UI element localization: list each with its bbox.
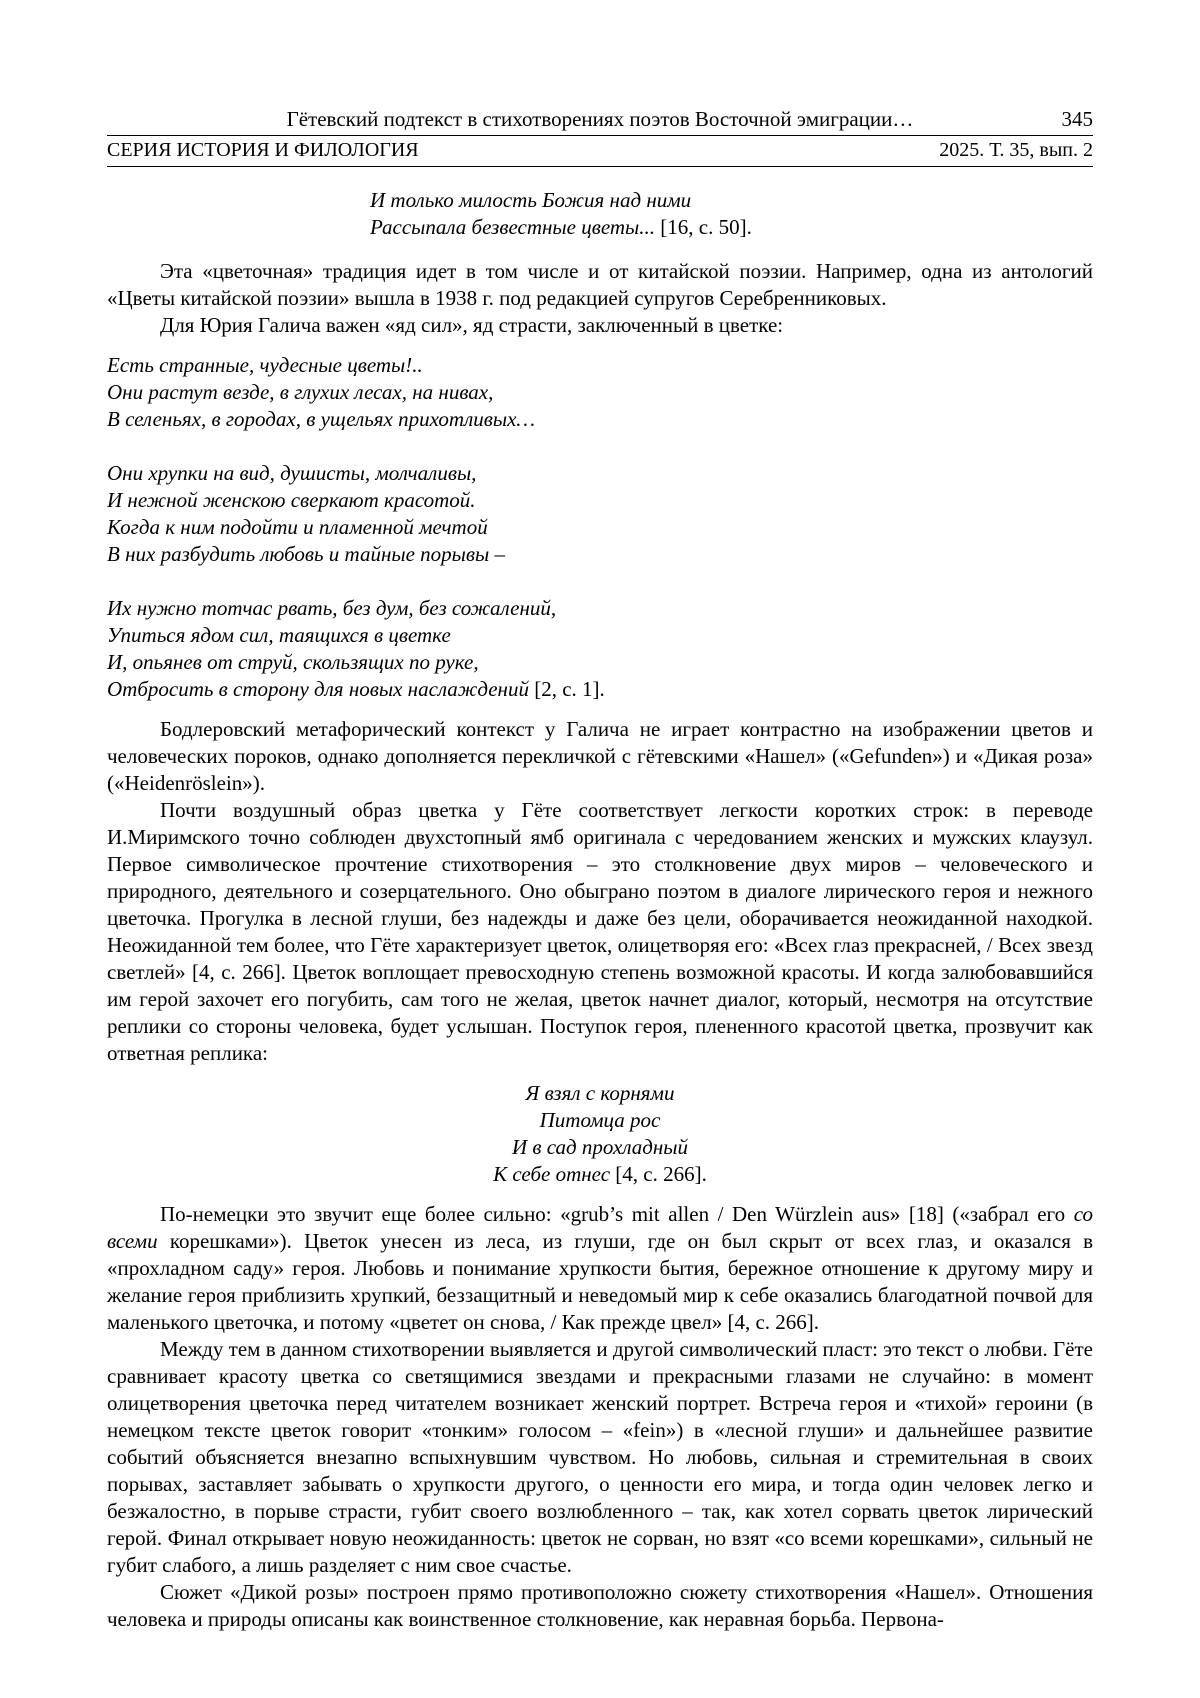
paragraph-galich-intro: Для Юрия Галича важен «яд сил», яд страсти, заключенный в цветке: — [160, 313, 784, 337]
verse-text: К себе отнес — [493, 1162, 611, 1186]
paragraph-baudelaire-context: Бодлеровский метафорический контекст у Галича не играет контрастно на изображении цветов и человеческих пороков, однако дополняется перекличкой с гётевскими «Нашел» («Gefunden») и «Дикая роза» («Heidenröslein»). — [107, 717, 1093, 795]
series-row — [107, 138, 1093, 163]
verse-line: И только милость Божия над ними — [370, 188, 692, 212]
verse-line — [107, 676, 1093, 703]
verse-line: Они растут везде, в глухих лесах, на нивах, — [107, 380, 494, 404]
verse-text: Отбросить в сторону для новых наслаждений — [107, 677, 529, 701]
citation-ref: [4, с. 266]. — [610, 1162, 707, 1186]
article-body — [107, 187, 1093, 1633]
verse-line — [107, 1161, 1093, 1188]
verse-line: И в сад прохладный — [511, 1135, 688, 1159]
citation-ref: [16, с. 50]. — [655, 215, 752, 239]
verse-line: Питомца рос — [539, 1108, 661, 1132]
paragraph-segment: корешками»). Цветок унесен из леса, из глуши, где он был скрыт от всех глаз, и оказался в «прохладном саду» героя. Любовь и понимание хрупкости бытия, бережное отношение к другому миру и желание героя приблизить хрупкий, беззащитный и неведомый мир к себе оказались благодатной почвой для маленького цветочка, и потому «цветет он снова, / Как прежде цвел» [4, с. 266]. — [107, 1229, 1093, 1334]
verse-line: И нежной женскою сверкают красотой. — [107, 488, 476, 512]
page-header — [107, 106, 1093, 167]
verse-line: Они хрупки на вид, душисты, молчаливы, — [107, 461, 477, 485]
stanza — [107, 595, 1093, 703]
verse-line — [370, 214, 1093, 241]
citation-ref: [2, с. 1]. — [528, 677, 605, 701]
paragraph-segment: По-немецки это звучит еще более сильно: «grub’s mit allen / Den Würzlein aus» [18] («забрал его — [160, 1202, 1074, 1226]
paragraph-heidenroslein: Сюжет «Дикой розы» построен прямо противоположно сюжету стихотворения «Нашел». Отношения человека и природы описаны как воинственное столкновение, как неравная борьба. Первона- — [107, 1580, 1093, 1631]
paragraph-flower-tradition: Эта «цветочная» традиция идет в том числе и от китайской поэзии. Например, одна из антологий «Цветы китайской поэзии» вышла в 1938 г. под редакцией супругов Серебренниковых. — [107, 259, 1093, 310]
verse-line: Я взял с корнями — [525, 1081, 675, 1105]
paragraph-german-original — [107, 1201, 1093, 1336]
stanza — [107, 352, 1093, 433]
verse-line: Упиться ядом сил, таящихся в цветке — [107, 623, 451, 647]
epigraph-verse — [370, 187, 1093, 241]
verse-line: И, опьянев от струй, скользящих по руке, — [107, 650, 479, 674]
verse-text: Рассыпала безвестные цветы... — [370, 215, 656, 239]
series-title: СЕРИЯ ИСТОРИЯ И ФИЛОЛОГИЯ — [107, 139, 419, 161]
header-rule-top — [107, 135, 1093, 136]
paragraph-goethe-analysis: Почти воздушный образ цветка у Гёте соответствует легкости коротких строк: в переводе И.Миримского точно соблюден двухстопный ямб оригинала с чередованием женских и мужских клаузул. Первое символическое прочтение стихотворения – это столкновение двух миров – человеческого и природного, деятельного и созерцательного. Оно обыграно поэтом в диалоге лирического героя и нежного цветочка. Прогулка в лесной глуши, без надежды и даже без цели, оборачивается неожиданной находкой. Неожиданной тем более, что Гёте характеризует цветок, олицетворяя его: «Всех глаз прекрасней, / Всех звезд светлей» [4, с. 266]. Цветок воплощает превосходную степень возможной красоты. И когда залюбовавшийся им герой захочет его погубить, сам того не желая, цветок начнет диалог, который, несмотря на отсутствие реплики со стороны человека, будет услышан. Поступок героя, плененного красотой цветка, прозвучит как ответная реплика: — [107, 798, 1093, 1065]
header-rule-bottom — [107, 166, 1093, 167]
gefunden-quote — [107, 1080, 1093, 1188]
verse-line: В селеньях, в городах, в ущельях прихотливых… — [107, 407, 536, 431]
running-head-row — [107, 106, 1093, 132]
issue-info: 2025. Т. 35, вып. 2 — [939, 139, 1093, 161]
verse-line: Когда к ним подойти и пламенной мечтой — [107, 515, 488, 539]
verse-line: Их нужно тотчас рвать, без дум, без сожалений, — [107, 596, 557, 620]
paragraph-segment-italic: со всеми — [107, 1202, 1093, 1253]
page-number: 345 — [1061, 107, 1093, 131]
paragraph-love-symbolism: Между тем в данном стихотворении выявляется и другой символический пласт: это текст о любви. Гёте сравнивает красоту цветка со светящимися звездами и прекрасными глазами не случайно: в момент олицетворения цветочка перед читателем возникает женский портрет. Встреча героя и «тихой» героини (в немецком тексте цветок говорит «тонким» голосом – «fein») в «лесной глуши» и дальнейшее развитие событий объясняется внезапно вспыхнувшим чувством. Но любовь, сильная и стремительная в своих порывах, заставляет забывать о хрупкости другого, о ценности его мира, и тогда один человек легко и безжалостно, в порыве страсти, губит своего возлюбленного – так, как хотел сорвать цветок лирический герой. Финал открывает новую неожиданность: цветок не сорван, но взят «со всеми корешками», сильный не губит слабого, а лишь разделяет с ним свое счастье. — [107, 1337, 1093, 1577]
verse-line: Есть странные, чудесные цветы!.. — [107, 353, 423, 377]
running-title: Гётевский подтекст в стихотворениях поэтов Восточной эмиграции… — [286, 107, 914, 131]
verse-line: В них разбудить любовь и тайные порывы – — [107, 542, 505, 566]
stanza — [107, 460, 1093, 568]
galich-poem — [107, 352, 1093, 703]
